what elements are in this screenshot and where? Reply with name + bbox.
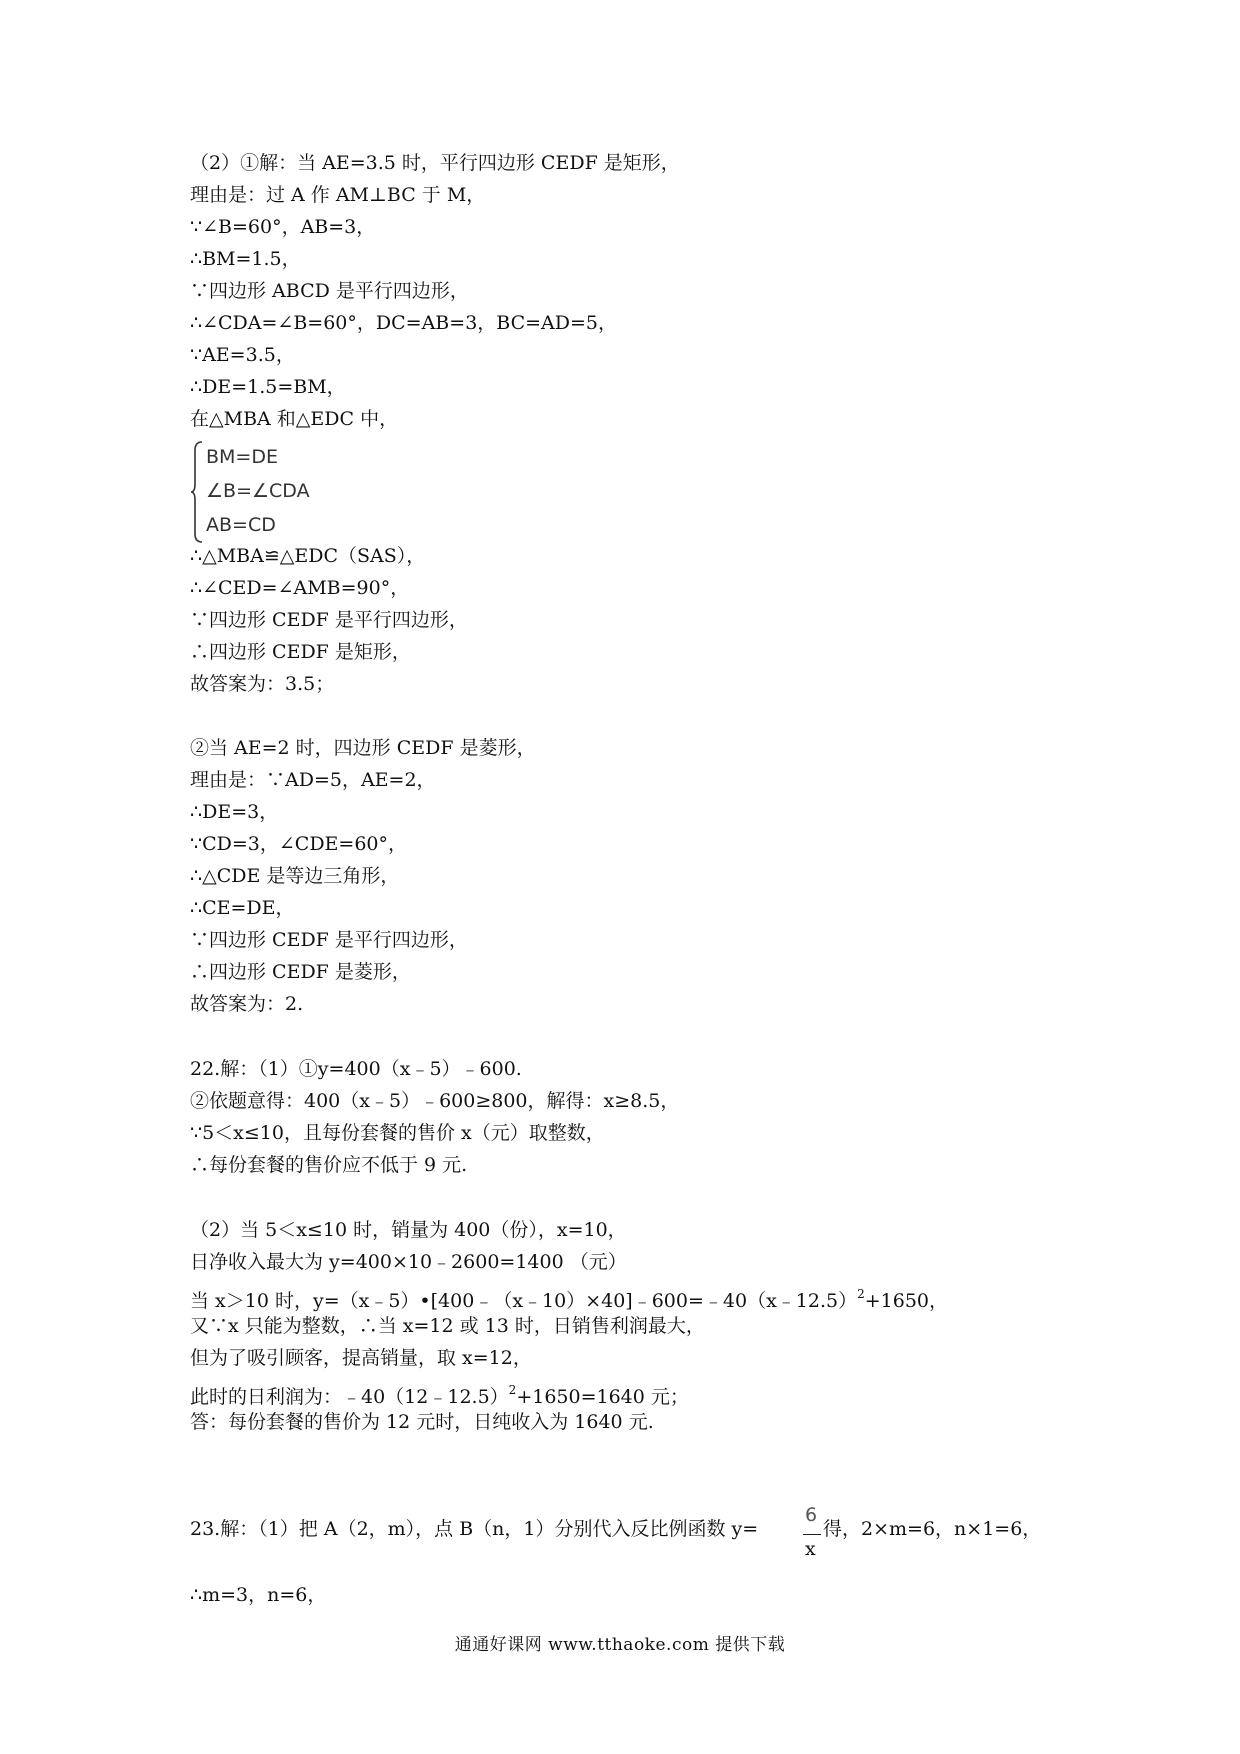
text-line: ∵5＜x≤10，且每份套餐的售价 x（元）取整数， — [190, 1122, 605, 1144]
superscript: 2 — [508, 1383, 517, 1397]
text-line: （2）当 5＜x≤10 时，销量为 400（份），x=10， — [190, 1219, 627, 1241]
text-line — [190, 1282, 948, 1313]
text-line: ∵四边形 ABCD 是平行四边形， — [190, 280, 469, 302]
text-line: ∵四边形 CEDF 是平行四边形， — [190, 609, 468, 631]
fraction-bar — [803, 1534, 821, 1535]
text-line: ∴DE=3， — [190, 801, 279, 823]
text-line: 在△MBA 和△EDC 中， — [190, 408, 399, 430]
text-line: 答：每份套餐的售价为 12 元时，日纯收入为 1640 元. — [190, 1411, 654, 1433]
text-line: ②依题意得：400（x﹣5）﹣600≥800，解得：x≥8.5， — [190, 1090, 680, 1112]
system-equation: ∠B=∠CDA — [206, 480, 310, 502]
text-segment: 当 x＞10 时，y=（x﹣5）•[400﹣（x﹣10）×40]﹣600=﹣40（x﹣12.5） — [190, 1290, 858, 1312]
text-line: ∵∠B=60°，AB=3， — [190, 216, 376, 238]
text-line: ∴CE=DE， — [190, 897, 295, 919]
text-line: ∴DE=1.5=BM， — [190, 376, 346, 398]
text-segment: +1650， — [864, 1290, 949, 1312]
system-equation: BM=DE — [206, 446, 278, 468]
text-line: （2）①解：当 AE=3.5 时，平行四边形 CEDF 是矩形， — [190, 152, 680, 174]
text-segment: 此时的日利润为：﹣40（12﹣12.5） — [190, 1386, 509, 1408]
left-brace-icon — [190, 440, 204, 544]
text-line: ∴∠CDA=∠B=60°，DC=AB=3，BC=AD=5， — [190, 312, 618, 334]
text-segment: 23.解：（1）把 A（2，m），点 B（n，1）分别代入反比例函数 y= — [190, 1518, 759, 1540]
text-line: ∴每份套餐的售价应不低于 9 元. — [190, 1154, 468, 1176]
text-line: ∴m=3，n=6， — [190, 1584, 327, 1606]
text-line: 理由是：∵AD=5，AE=2， — [190, 769, 436, 791]
system-equation: AB=CD — [206, 514, 276, 536]
text-line — [190, 1378, 689, 1409]
text-segment: 得，2×m=6，n×1=6， — [823, 1518, 1042, 1540]
text-line: 22.解：（1）①y=400（x﹣5）﹣600. — [190, 1058, 522, 1080]
text-line: ∴四边形 CEDF 是矩形， — [190, 641, 411, 663]
text-line: ∴△CDE 是等边三角形， — [190, 865, 400, 887]
text-line: ∴△MBA≌△EDC（SAS）， — [190, 545, 426, 567]
text-line: ∴BM=1.5， — [190, 248, 301, 270]
text-line: ②当 AE=2 时，四边形 CEDF 是菱形， — [190, 737, 536, 759]
text-line: 日净收入最大为 y=400×10﹣2600=1400 （元） — [190, 1251, 627, 1273]
fraction — [803, 1504, 821, 1566]
equation-system — [190, 440, 390, 544]
text-line: ∵四边形 CEDF 是平行四边形， — [190, 929, 468, 951]
superscript: 2 — [857, 1287, 865, 1301]
text-line: ∴四边形 CEDF 是菱形， — [190, 961, 411, 983]
text-line: ∴∠CED=∠AMB=90°， — [190, 577, 410, 599]
text-line: 故答案为：3.5； — [190, 673, 335, 695]
text-line: ∵AE=3.5， — [190, 344, 295, 366]
page-footer: 通通好课网 www.tthaoke.com 提供下载 — [454, 1635, 786, 1655]
text-line: 故答案为：2. — [190, 993, 304, 1015]
fraction-numerator: 6 — [805, 1504, 818, 1526]
text-line: ∵CD=3，∠CDE=60°， — [190, 833, 408, 855]
fraction-denominator: x — [805, 1538, 816, 1560]
text-line: 理由是：过 A 作 AM⊥BC 于 M， — [190, 184, 486, 206]
text-line: 又∵x 只能为整数，∴当 x=12 或 13 时，日销售利润最大， — [190, 1315, 705, 1337]
text-segment: +1650=1640 元； — [516, 1386, 689, 1408]
text-line: 但为了吸引顾客，提高销量，取 x=12， — [190, 1347, 532, 1369]
